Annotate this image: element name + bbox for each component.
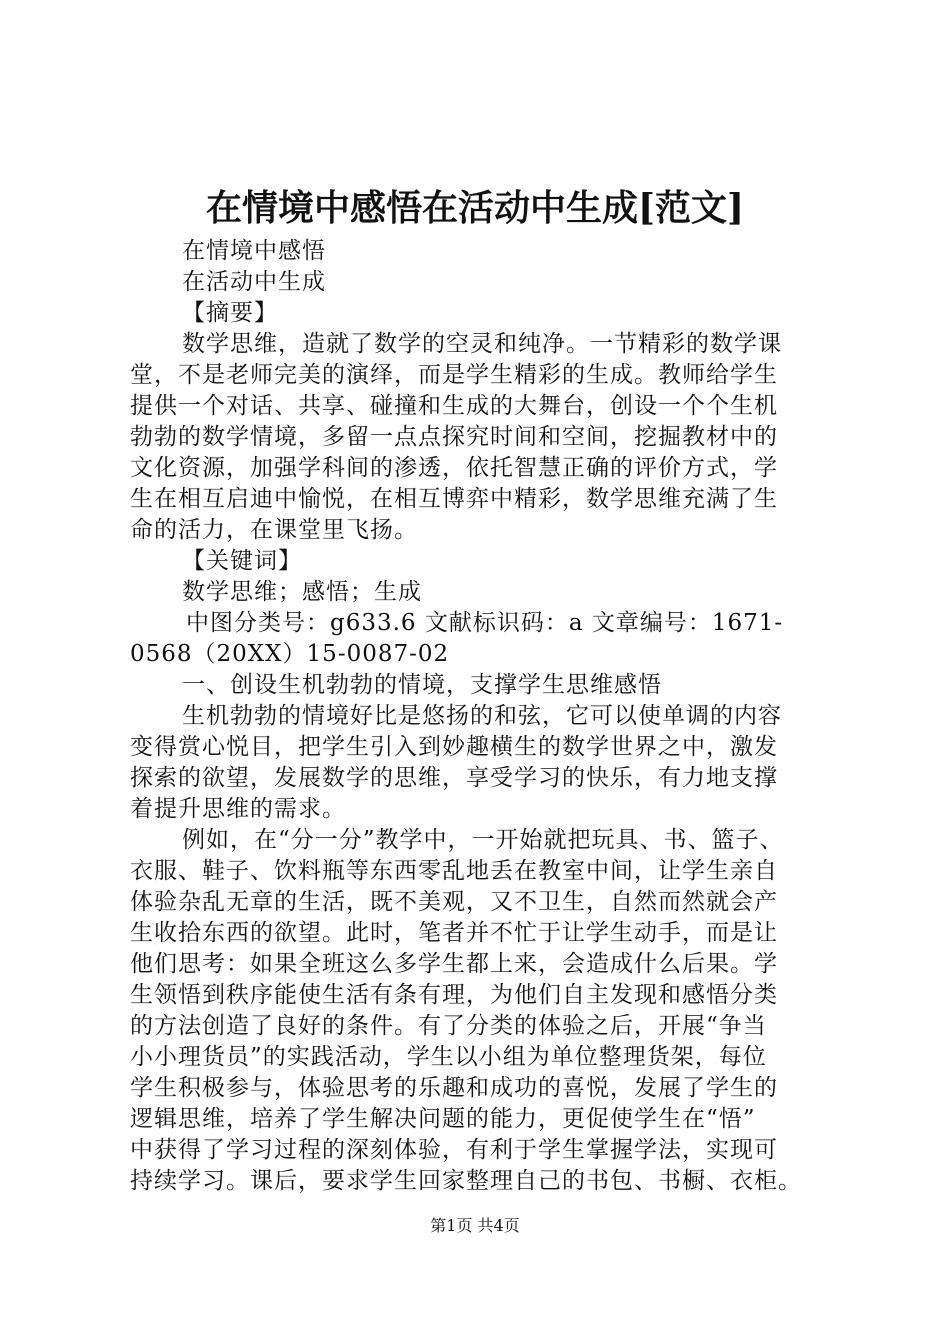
subtitle-line-2: 在活动中生成 [182,269,326,295]
paragraph-line: 他们思考：如果全班这么多学生都上来，会造成什么后果。学 [130,951,778,977]
section-heading: 一、创设生机勃勃的情境，支撑学生思维感悟 [182,672,662,698]
paragraph-line: 例如，在“分一分”教学中，一开始就把玩具、书、篮子、 [182,827,784,853]
paragraph-line: 着提升思维的需求。 [130,796,346,822]
paragraph-line: 的方法创造了良好的条件。有了分类的体验之后，开展“争当 [130,1013,767,1039]
abstract-line: 堂，不是老师完美的演绎，而是学生精彩的生成。教师给学生 [130,362,778,388]
paragraph-line: 生机勃勃的情境好比是悠扬的和弦，它可以使单调的内容 [182,703,782,729]
paragraph-line: 持续学习。课后，要求学生回家整理自己的书包、书橱、衣柜。 [130,1168,802,1194]
paragraph-line: 生收拾东西的欲望。此时，笔者并不忙于让学生动手，而是让 [130,920,778,946]
keywords-heading: 【关键词】 [182,548,302,574]
abstract-line: 提供一个对话、共享、碰撞和生成的大舞台，创设一个个生机 [130,393,778,419]
page-footer: 第1页 共4页 [430,1216,520,1235]
document-body [130,236,830,1197]
abstract-line: 命的活力，在课堂里飞扬。 [130,517,418,543]
abstract-line: 文化资源，加强学科间的渗透，依托智慧正确的评价方式，学 [130,455,778,481]
abstract-line: 勃勃的数学情境，多留一点点探究时间和空间，挖掘教材中的 [130,424,778,450]
paragraph-line: 体验杂乱无章的生活，既不美观，又不卫生，自然而然就会产 [130,889,778,915]
abstract-line: 生在相互启迪中愉悦，在相互博弈中精彩，数学思维充满了生 [130,486,778,512]
paragraph-line: 中获得了学习过程的深刻体验，有利于学生掌握学法，实现可 [130,1137,778,1163]
classification-line: 0568（20XX）15-0087-02 [130,641,450,667]
keywords-line: 数学思维；感悟；生成 [182,579,422,605]
paragraph-line: 逻辑思维，培养了学生解决问题的能力，更促使学生在“悟” [130,1106,756,1132]
paragraph-line: 生领悟到秩序能使生活有条有理，为他们自主发现和感悟分类 [130,982,778,1008]
abstract-heading: 【摘要】 [182,300,278,326]
classification-line: 中图分类号：g633.6 文献标识码：a 文章编号：1671- [186,610,784,636]
abstract-line: 数学思维，造就了数学的空灵和纯净。一节精彩的数学课 [182,331,782,357]
paragraph-line: 小小理货员”的实践活动，学生以小组为单位整理货架，每位 [130,1044,767,1070]
paragraph-line: 衣服、鞋子、饮料瓶等东西零乱地丢在教室中间，让学生亲自 [130,858,778,884]
paragraph-line: 学生积极参与，体验思考的乐趣和成功的喜悦，发展了学生的 [130,1075,778,1101]
subtitle-line-1: 在情境中感悟 [182,238,326,264]
paragraph-line: 变得赏心悦目，把学生引入到妙趣横生的数学世界之中，激发 [130,734,778,760]
document-title: 在情境中感悟在活动中生成[范文] [205,187,745,229]
paragraph-line: 探索的欲望，发展数学的思维，享受学习的快乐，有力地支撑 [130,765,778,791]
